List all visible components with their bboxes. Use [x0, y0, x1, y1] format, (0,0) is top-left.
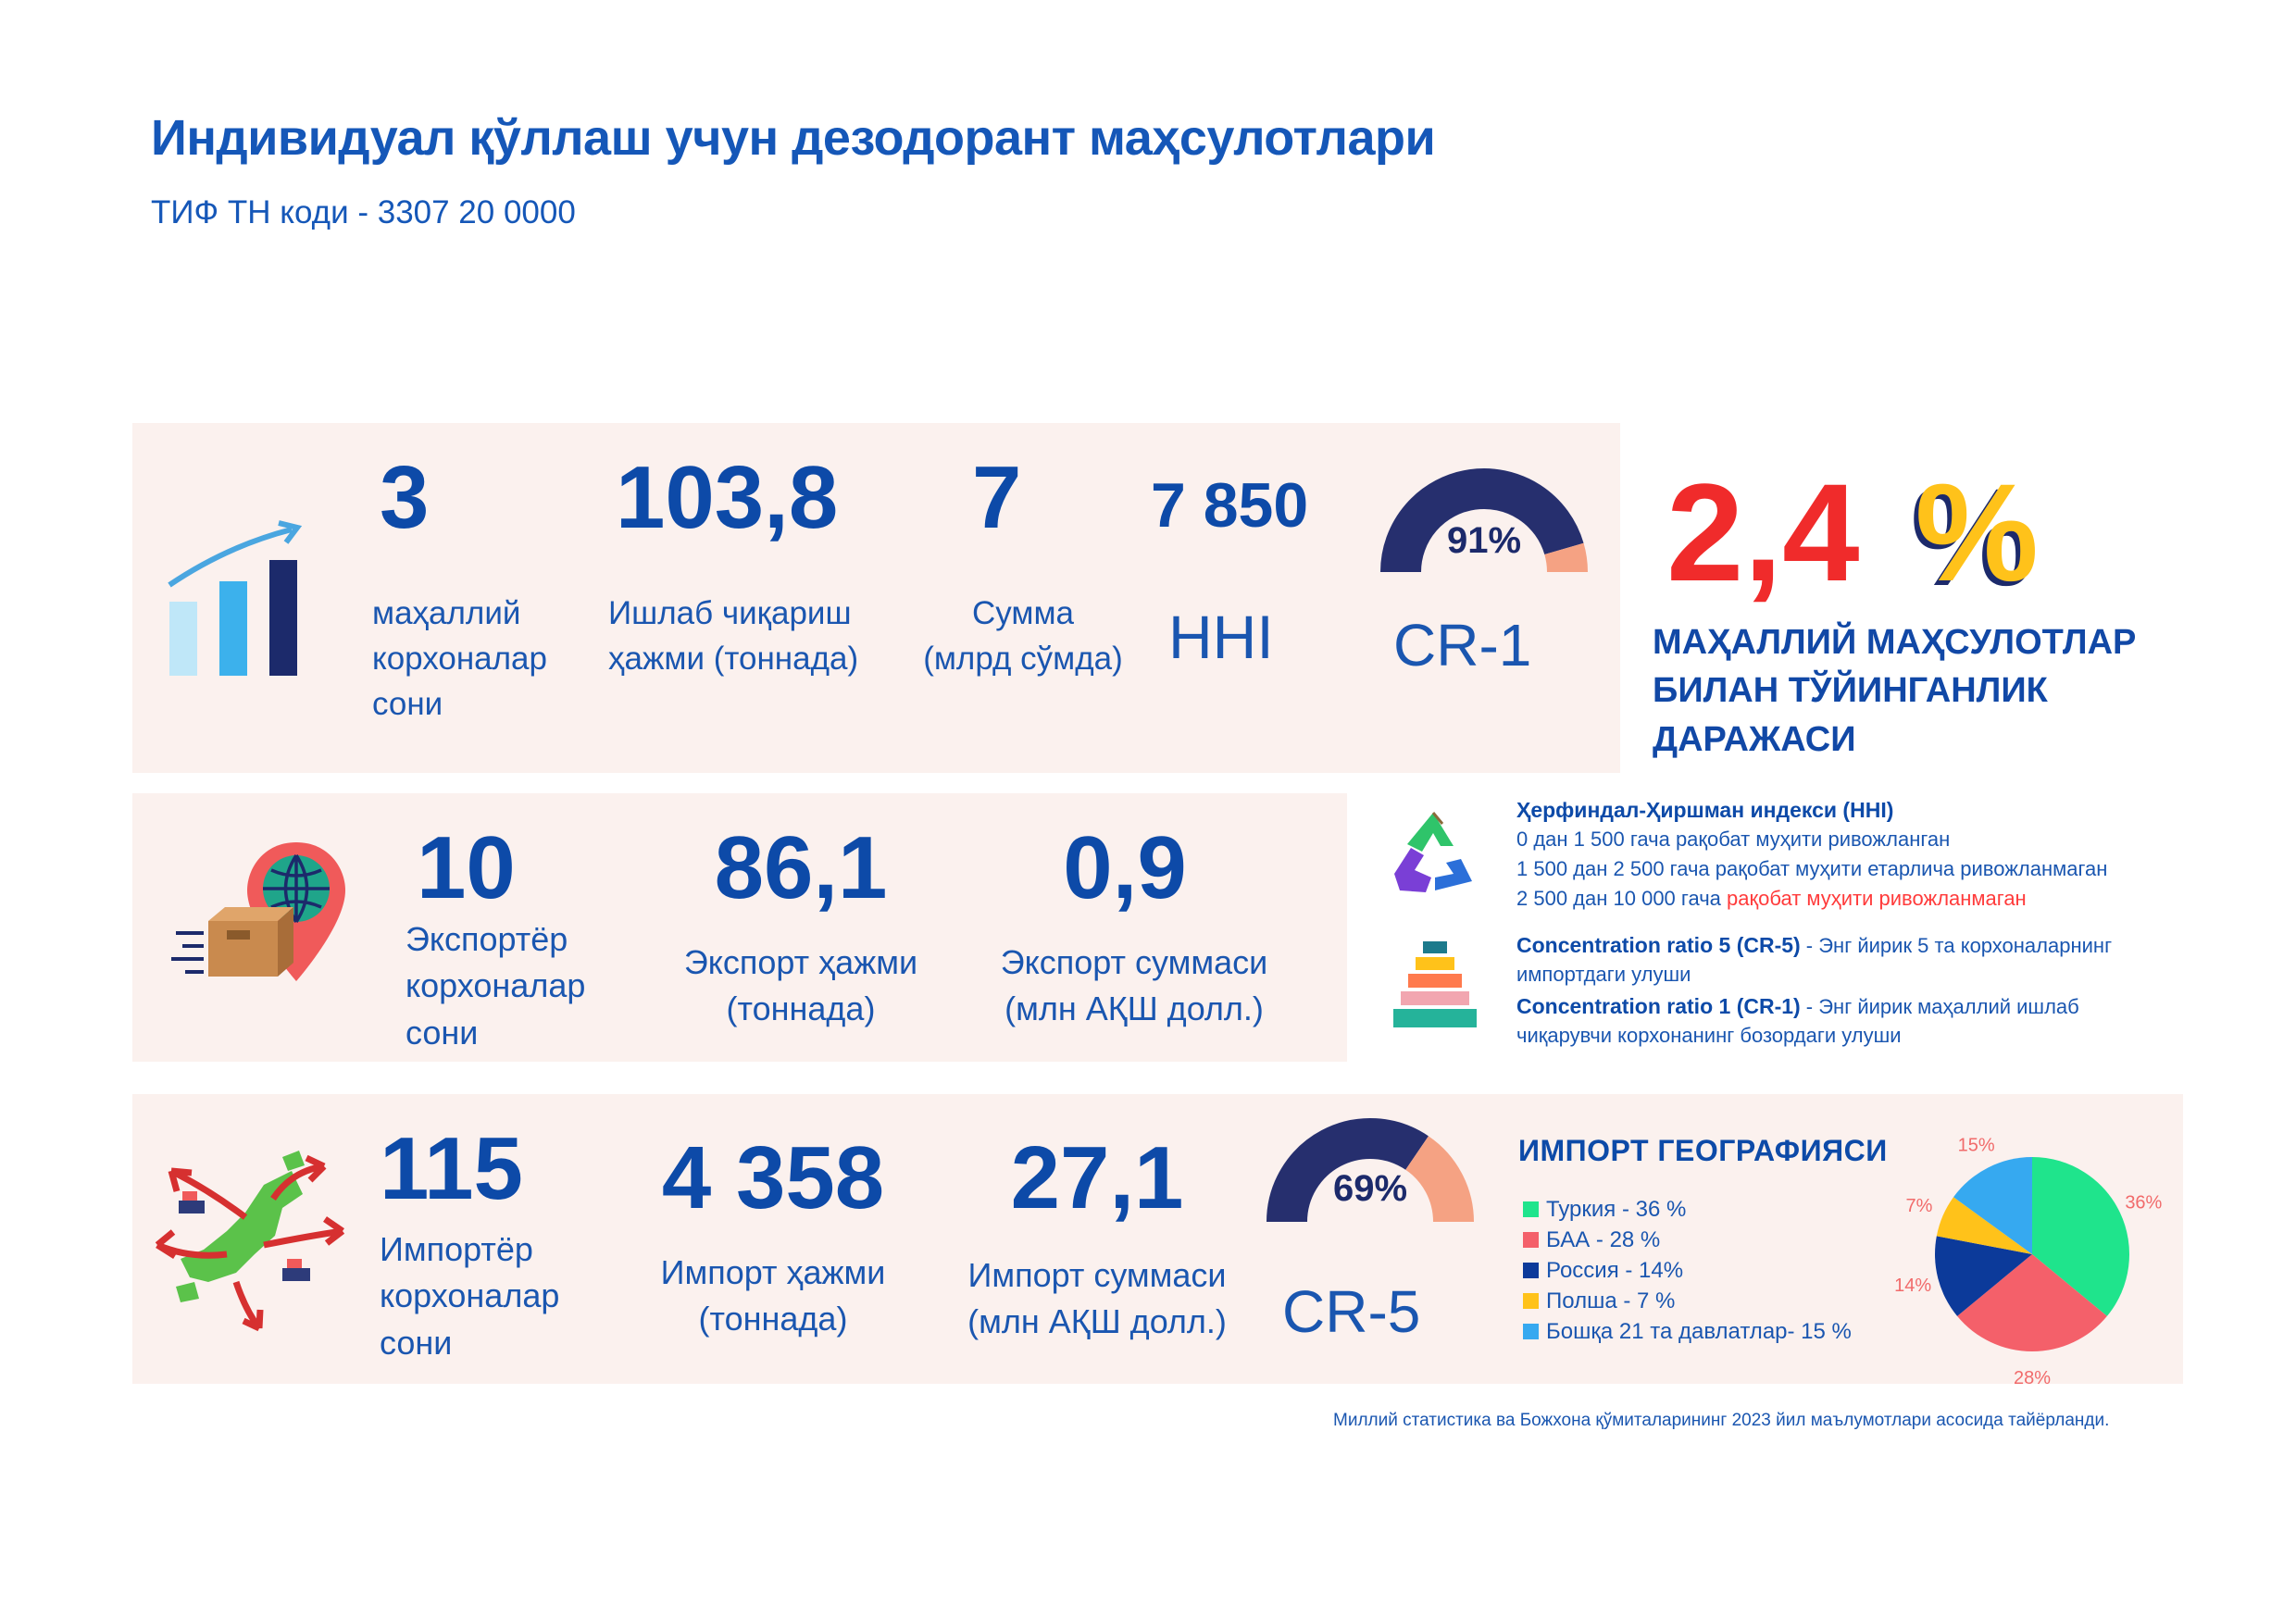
- local-enterprises-label: маҳаллий корхоналар сони: [372, 595, 547, 722]
- hhi-legend-line-3: 2 500 дан 10 000 гача рақобат муҳити ривожланмаган: [1516, 887, 2027, 910]
- cr1-remaining-arc: [1564, 549, 1567, 572]
- pie-slice-label: 15%: [1957, 1135, 1995, 1156]
- production-volume-value: 103,8: [616, 448, 839, 547]
- cr5-percent: 69%: [1332, 1168, 1408, 1209]
- cr5-legend-line-2: импортдаги улуши: [1516, 963, 1691, 986]
- production-volume-label: Ишлаб чиқариш ҳажми (тоннада): [608, 595, 859, 677]
- import-sum-label: Импорт суммаси (млн АҚШ долл.): [967, 1256, 1227, 1341]
- production-sum-label: Сумма (млрд сўмда): [923, 595, 1123, 677]
- geo-item-uae: БАА - 28 %: [1523, 1225, 1852, 1255]
- geo-item-russia: Россия - 14%: [1523, 1255, 1852, 1286]
- pie-slice-label: 36%: [2125, 1192, 2163, 1214]
- geo-swatch: [1523, 1232, 1539, 1248]
- export-volume-value: 86,1: [714, 818, 888, 917]
- cr1-legend: Concentration ratio 1 (CR-1) - Энг йирик маҳаллий ишлаб: [1516, 994, 2079, 1018]
- hhi-legend-line-2: 1 500 дан 2 500 гача рақобат муҳити етарлича ривожланмаган: [1516, 857, 2108, 880]
- production-sum-value: 7: [972, 448, 1022, 547]
- local-enterprises-value: 3: [380, 448, 430, 547]
- hhi-legend-title: Ҳерфиндал-Ҳиршман индекси (HHI): [1516, 798, 1894, 822]
- geo-item-turkey: Туркия - 36 %: [1523, 1194, 1852, 1225]
- geo-item-poland: Полша - 7 %: [1523, 1286, 1852, 1316]
- source-note: Миллий статистика ва Божхона қўмиталарининг 2023 йил маълумотлари асосида тайёрланди.: [1333, 1411, 2110, 1430]
- export-sum-label: Экспорт суммаси (млн АҚШ долл.): [1000, 943, 1268, 1028]
- percent-sign: %: [1915, 454, 2039, 610]
- pie-slice-label: 28%: [2013, 1368, 2052, 1384]
- importers-value: 115: [380, 1119, 523, 1218]
- hhi-label: HHI: [1168, 603, 1274, 671]
- cr5-label: CR-5: [1282, 1278, 1421, 1345]
- geo-swatch: [1523, 1293, 1539, 1309]
- penetration-label: МАҲАЛЛИЙ МАҲСУЛОТЛАР БИЛАН ТЎЙИНГАНЛИК ДАРАЖАСИ: [1653, 623, 2137, 759]
- cr5-legend: Concentration ratio 5 (CR-5) - Энг йирик 5 та корхоналарнинг: [1516, 933, 2113, 957]
- page-title: Индивидуал қўллаш учун дезодорант маҳсулотлари: [151, 110, 1436, 166]
- geo-swatch: [1523, 1324, 1539, 1339]
- hhi-legend-line-1: 0 дан 1 500 гача рақобат муҳити ривожланган: [1516, 828, 1951, 851]
- geography-legend: [1523, 1194, 1852, 1347]
- exporters-value: 10: [417, 818, 516, 917]
- pyramid-icon: [1393, 940, 1477, 1032]
- export-volume-label: Экспорт ҳажми (тоннада): [683, 943, 918, 1028]
- export-sum-value: 0,9: [1063, 818, 1187, 917]
- penetration-value: 2,4 %: [1666, 454, 2039, 610]
- pie-slice-label: 14%: [1894, 1276, 1932, 1297]
- cr1-label: CR-1: [1393, 612, 1532, 678]
- geo-swatch: [1523, 1263, 1539, 1278]
- geo-swatch: [1523, 1201, 1539, 1217]
- import-volume-value: 4 358: [661, 1128, 885, 1227]
- cr1-legend-line-2: чиқарувчи корхонанинг бозордаги улуши: [1516, 1024, 1902, 1047]
- import-sum-value: 27,1: [1010, 1128, 1184, 1227]
- geo-item-others: Бошқа 21 та давлатлар- 15 %: [1523, 1316, 1852, 1347]
- pie-slice-label: 7%: [1905, 1196, 1933, 1217]
- import-geography-title: ИМПОРТ ГЕОГРАФИЯСИ: [1518, 1134, 1888, 1167]
- importers-label: Импортёр корхоналар сони: [380, 1230, 560, 1362]
- hhi-value: 7 850: [1151, 470, 1309, 541]
- recycle-icon: [1387, 805, 1479, 898]
- page-subtitle: ТИФ ТН коди - 3307 20 0000: [151, 194, 576, 230]
- import-map-icon: [153, 1143, 347, 1338]
- export-delivery-icon: [171, 833, 356, 990]
- import-geography-pie-chart: [1889, 1115, 2166, 1384]
- import-volume-label: Импорт ҳажми (тоннада): [660, 1253, 886, 1338]
- growth-chart-icon: [162, 518, 310, 685]
- cr1-percent: 91%: [1446, 520, 1522, 561]
- exporters-label: Экспортёр корхоналар сони: [406, 920, 586, 1052]
